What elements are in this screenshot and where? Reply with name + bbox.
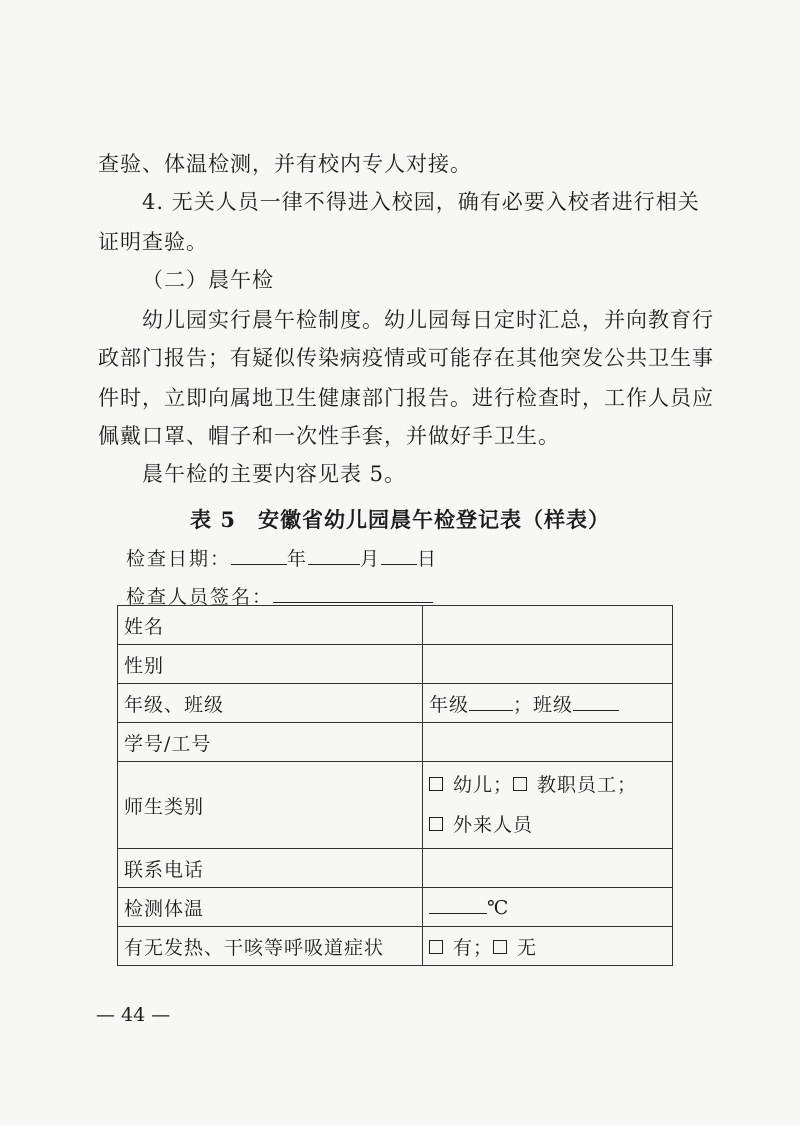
symptoms-label: 有无发热、干咳等呼吸道症状 <box>118 927 423 966</box>
temperature-blank[interactable] <box>429 895 487 914</box>
day-blank[interactable] <box>381 546 417 565</box>
staff-option-label: 教职员工； <box>537 774 638 796</box>
body-line-8: 晨午检的主要内容见表 5。 <box>142 462 407 486</box>
category-options-line-1 <box>429 765 666 805</box>
temperature-cell <box>423 888 673 927</box>
grade-label: 年级 <box>429 693 470 716</box>
outsider-option-label: 外来人员 <box>453 814 534 836</box>
staff-checkbox[interactable] <box>513 777 527 791</box>
table-row <box>118 927 673 966</box>
symptoms-cell <box>423 927 673 966</box>
table-row <box>118 684 673 723</box>
table-row <box>118 645 673 684</box>
grade-separator: ； <box>513 693 534 716</box>
phone-cell[interactable] <box>423 849 673 888</box>
section-heading: （二）晨午检 <box>142 268 274 292</box>
check-date-line <box>126 544 438 571</box>
temperature-unit: ℃ <box>487 897 510 919</box>
body-line-2: 4. 无关人员一律不得进入校园，确有必要入校者进行相关 <box>142 190 700 214</box>
body-line-6: 件时，立即向属地卫生健康部门报告。进行检查时，工作人员应 <box>98 386 714 410</box>
month-blank[interactable] <box>308 546 360 565</box>
child-option-label: 幼儿； <box>453 774 514 796</box>
class-blank[interactable] <box>573 692 619 711</box>
grade-class-label: 年级、班级 <box>118 684 423 723</box>
table-title: 表 5 安徽省幼儿园晨午检登记表（样表） <box>190 507 610 532</box>
body-line-3: 证明查验。 <box>98 230 208 254</box>
outsider-checkbox[interactable] <box>429 817 443 831</box>
no-checkbox[interactable] <box>493 940 507 954</box>
student-id-label: 学号/工号 <box>118 723 423 762</box>
category-label: 师生类别 <box>118 762 423 849</box>
gender-label: 性别 <box>118 645 423 684</box>
name-label: 姓名 <box>118 606 423 645</box>
year-label: 年 <box>287 548 309 570</box>
table-row <box>118 606 673 645</box>
table-row <box>118 762 673 849</box>
phone-label: 联系电话 <box>118 849 423 888</box>
body-line-5: 政部门报告；有疑似传染病疫情或可能存在其他突发公共卫生事 <box>98 346 714 370</box>
gender-cell[interactable] <box>423 645 673 684</box>
year-blank[interactable] <box>231 546 287 565</box>
body-line-7: 佩戴口罩、帽子和一次性手套，并做好手卫生。 <box>98 424 560 448</box>
body-line-1: 查验、体温检测，并有校内专人对接。 <box>98 152 472 176</box>
table-row <box>118 849 673 888</box>
inspection-form-table <box>117 605 673 966</box>
name-cell[interactable] <box>423 606 673 645</box>
category-cell <box>423 762 673 849</box>
table-row <box>118 888 673 927</box>
class-label: 班级 <box>533 693 574 716</box>
month-label: 月 <box>360 548 382 570</box>
student-id-cell[interactable] <box>423 723 673 762</box>
inspector-label: 检查人员签名： <box>126 586 274 608</box>
child-checkbox[interactable] <box>429 777 443 791</box>
check-date-label: 检查日期： <box>126 548 232 570</box>
day-label: 日 <box>417 548 439 570</box>
grade-class-cell <box>423 684 673 723</box>
no-option-label: 无 <box>517 936 538 959</box>
yes-checkbox[interactable] <box>429 940 443 954</box>
page-number: — 44 — <box>96 1004 171 1026</box>
category-options-line-2 <box>429 805 666 845</box>
table-row <box>118 723 673 762</box>
yes-option-label: 有； <box>453 936 494 959</box>
body-line-4: 幼儿园实行晨午检制度。幼儿园每日定时汇总，并向教育行 <box>142 308 714 332</box>
temperature-label: 检测体温 <box>118 888 423 927</box>
grade-blank[interactable] <box>469 692 513 711</box>
inspector-blank[interactable] <box>273 584 433 603</box>
